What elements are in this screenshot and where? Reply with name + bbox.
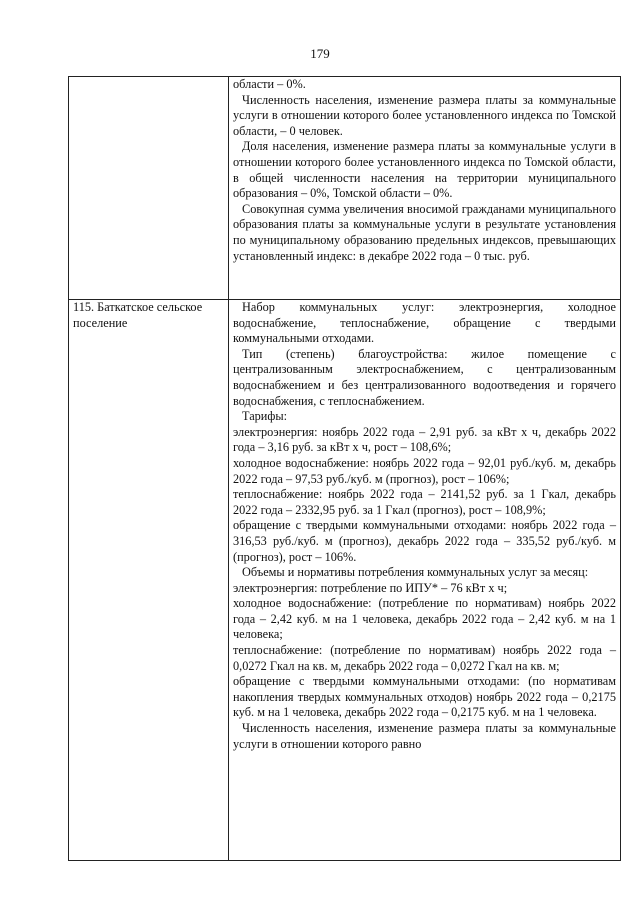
paragraph: теплоснабжение: ноябрь 2022 года – 2141,52 руб. за 1 Гкал, декабрь 2022 года – 2332,95 руб. за 1 Гкал (прогноз), рост – 108,9%;: [233, 487, 616, 517]
municipality-cell: [69, 300, 229, 861]
paragraph: холодное водоснабжение: (потребление по нормативам) ноябрь 2022 года – 2,42 куб. м на 1 человека, декабрь 2022 года – 2,42 куб. м на 1 человека;: [233, 596, 616, 642]
paragraph: обращение с твердыми коммунальными отходами: ноябрь 2022 года – 316,53 руб./куб. м (прогноз), декабрь 2022 года – 335,52 руб./куб. м (прогноз), рост – 106%.: [233, 518, 616, 564]
document-table: [68, 76, 621, 861]
paragraph: Доля населения, изменение размера платы за коммунальные услуги в отношении которого более установленного индекса по Томской области, в общей численности населения на территории муниципального образования – 0%, Томской области – 0%.: [233, 139, 616, 201]
paragraph: Численность населения, изменение размера платы за коммунальные услуги в отношении которого более установленного индекса по Томской области, – 0 человек.: [233, 92, 616, 138]
paragraph: электроэнергия: ноябрь 2022 года – 2,91 руб. за кВт х ч, декабрь 2022 года – 3,16 руб. за кВт х ч, рост – 108,6%;: [233, 424, 616, 455]
municipality-name: 115. Баткатское сельское поселение: [73, 300, 203, 330]
description-cell: [229, 300, 621, 861]
paragraph: обращение с твердыми коммунальными отходами: (по нормативам накопления твердых коммунальных отходов) ноябрь 2022 года – 0,2175 куб. м на 1 человека, декабрь 2022 года – 0,2175 куб. м на 1 человека.: [233, 674, 616, 720]
paragraph: Совокупная сумма увеличения вносимой гражданами муниципального образования платы за коммунальные услуги в результате установления по муниципальному образованию предельных индексов, превышающих установленный индекс: в декабре 2022 года – 0 тыс. руб.: [233, 201, 616, 263]
paragraph: Тарифы:: [242, 409, 288, 424]
paragraph: теплоснабжение: (потребление по нормативам) ноябрь 2022 года – 0,0272 Гкал на кв. м, декабрь 2022 года – 0,0272 Гкал на кв. м;: [233, 643, 616, 673]
page-number: 179: [310, 46, 330, 61]
table-row: [69, 300, 621, 861]
table-row: [69, 77, 621, 300]
paragraph: Тип (степень) благоустройства: жилое помещение с централизованным электроснабжением, с централизованным водоснабжением и без централизованного водоотведения и горячего водоснабжения, с теплоснабжением.: [233, 346, 616, 408]
paragraph: области – 0%.: [233, 77, 306, 91]
municipality-cell: [69, 77, 229, 300]
paragraph: холодное водоснабжение: ноябрь 2022 года – 92,01 руб./куб. м, декабрь 2022 года – 97,53 руб./куб. м (прогноз), рост – 106%;: [233, 455, 616, 486]
paragraph: Набор коммунальных услуг: электроэнергия, холодное водоснабжение, теплоснабжение, обращение с твердыми коммунальными отходами.: [233, 300, 616, 346]
description-cell: [229, 77, 621, 300]
paragraph: электроэнергия: потребление по ИПУ* – 76 кВт х ч;: [233, 580, 508, 595]
paragraph: Численность населения, изменение размера платы за коммунальные услуги в отношении которого равно: [233, 721, 616, 751]
paragraph: Объемы и нормативы потребления коммунальных услуг за месяц:: [242, 565, 589, 580]
